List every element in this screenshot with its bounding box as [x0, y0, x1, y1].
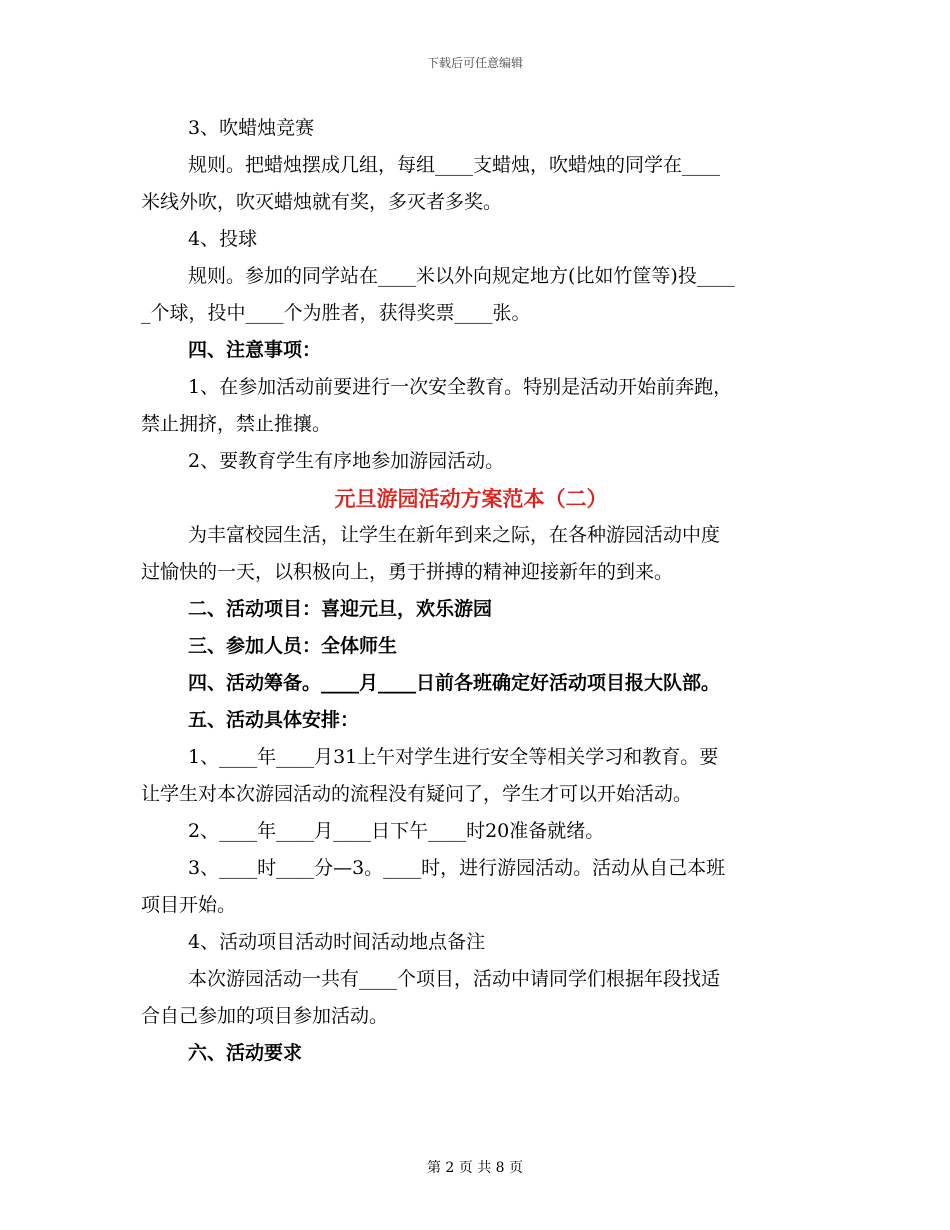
note1-line1: 1、在参加活动前要进行一次安全教育。特别是活动开始前奔跑，: [188, 376, 733, 398]
requirements-heading: 六、活动要求: [188, 1042, 303, 1064]
arrange4: 4、活动项目活动时间活动地点备注: [188, 931, 486, 953]
arrange1-line2: 让学生对本次游园活动的流程没有疑问了，学生才可以开始活动。: [141, 783, 693, 805]
arrange4-note-line1: 本次游园活动一共有____个项目，活动中请同学们根据年段找适: [188, 968, 721, 990]
note1-line2: 禁止拥挤，禁止推攘。: [141, 413, 332, 435]
item4-rule-line2: _个球，投中____个为胜者，获得奖票____张。: [141, 302, 531, 324]
intro-line2: 过愉快的一天，以积极向上，勇于拼搏的精神迎接新年的到来。: [141, 561, 674, 583]
page-header: 下载后可任意编辑: [426, 56, 523, 70]
intro-line1: 为丰富校园生活，让学生在新年到来之际，在各种游园活动中度: [188, 524, 721, 546]
note2: 2、要教育学生有序地参加游园活动。: [188, 450, 505, 472]
item3-rule-line1: 规则。把蜡烛摆成几组，每组____支蜡烛，吹蜡烛的同学在____: [188, 154, 721, 176]
arrange1-line1: 1、____年____月31上午对学生进行安全等相关学习和教育。要: [188, 746, 719, 768]
project-heading: 二、活动项目：喜迎元旦，欢乐游园: [188, 598, 493, 620]
item4-rule-line1: 规则。参加的同学站在____米以外向规定地方(比如竹筐等)投____: [188, 265, 735, 287]
notes-heading: 四、注意事项：: [188, 339, 322, 361]
prep-heading: 四、活动筹备。____月____日前各班确定好活动项目报大队部。: [188, 672, 721, 694]
arrange3-line1: 3、____时____分—3。____时，进行游园活动。活动从自己本班: [188, 857, 726, 879]
participants-heading: 三、参加人员：全体师生: [188, 635, 398, 657]
arrange2: 2、____年____月____日下午____时20准备就绪。: [188, 820, 605, 842]
item4-heading: 4、投球: [188, 228, 258, 250]
item3-heading: 3、吹蜡烛竞赛: [188, 117, 315, 139]
document-body: [141, 110, 801, 1072]
arrange-heading: 五、活动具体安排：: [188, 709, 360, 731]
arrange3-line2: 项目开始。: [141, 894, 237, 916]
arrange4-note-line2: 合自己参加的项目参加活动。: [141, 1005, 389, 1027]
page-footer: 第 2 页 共 8 页: [426, 1160, 524, 1176]
section-title: 元旦游园活动方案范本（二）: [334, 486, 608, 511]
item3-rule-line2: 米线外吹，吹灭蜡烛就有奖，多灭者多奖。: [141, 191, 503, 213]
